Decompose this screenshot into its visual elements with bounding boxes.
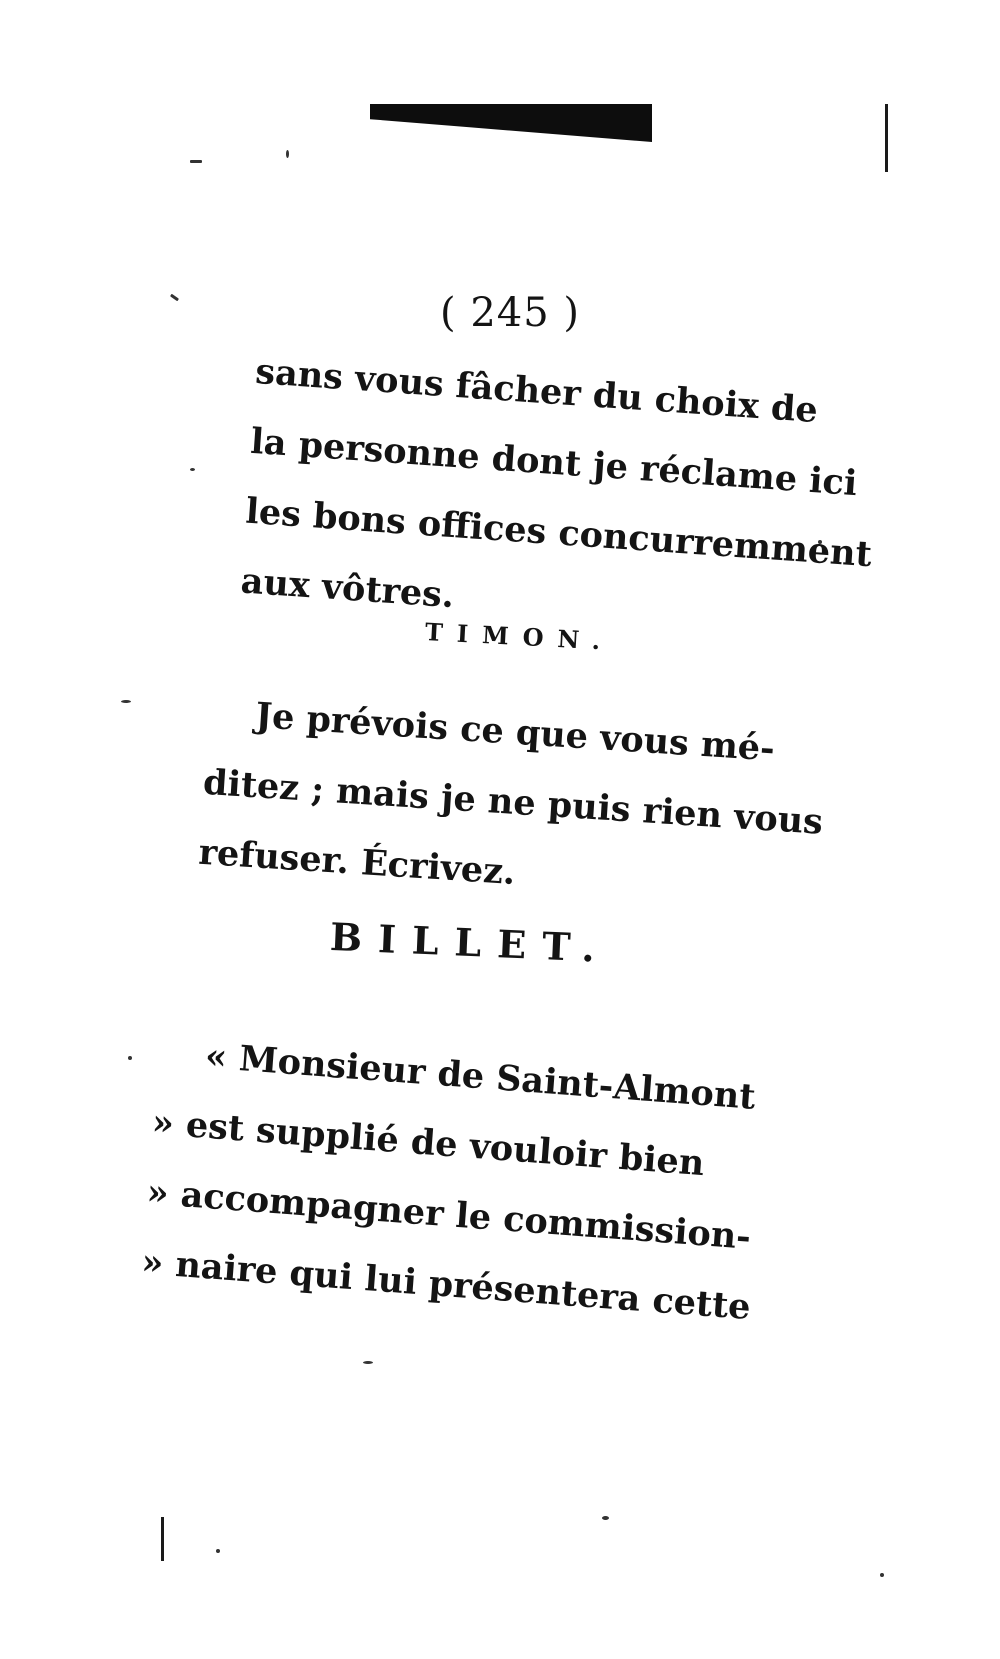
text-line: « Monsieur de Saint-Almont (203, 1035, 757, 1118)
text-line: ditez ; mais je ne puis rien vous (201, 761, 825, 843)
scan-artifact-bar (370, 104, 652, 142)
dust-speck (190, 160, 202, 163)
text-line: refuser. Écrivez. (197, 831, 517, 894)
dust-speck (216, 1549, 220, 1553)
text-line: » accompagner le commission- (145, 1171, 753, 1258)
text-line: la personne dont je réclame ici (249, 420, 859, 505)
text-line: sans vous fâcher du choix de (254, 350, 820, 432)
dust-speck (286, 150, 289, 158)
dust-speck (121, 700, 131, 703)
paragraph-continuation (238, 337, 883, 660)
text-line: les bons offices concurremment (244, 490, 874, 576)
letter-paragraph (139, 1018, 769, 1343)
dust-speck (190, 468, 195, 471)
page-number: ( 245 ) (440, 290, 580, 336)
dust-speck (602, 1516, 609, 1520)
text-line: » est supplié de vouloir bien (150, 1101, 706, 1185)
dust-speck (363, 1361, 373, 1364)
text-line: » naire qui lui présentera cette (140, 1241, 753, 1329)
scan-edge-line-top (885, 104, 888, 172)
section-title: BILLET. (329, 913, 612, 972)
scan-edge-line-bottom (161, 1517, 164, 1561)
dust-speck (880, 1573, 884, 1577)
speaker-name: TIMON. (424, 617, 615, 656)
dust-speck (128, 1056, 132, 1060)
speaker-paragraph (196, 678, 829, 928)
text-line: aux vôtres. (239, 560, 456, 617)
text-line: Je prévois ce que vous mé- (254, 695, 776, 770)
